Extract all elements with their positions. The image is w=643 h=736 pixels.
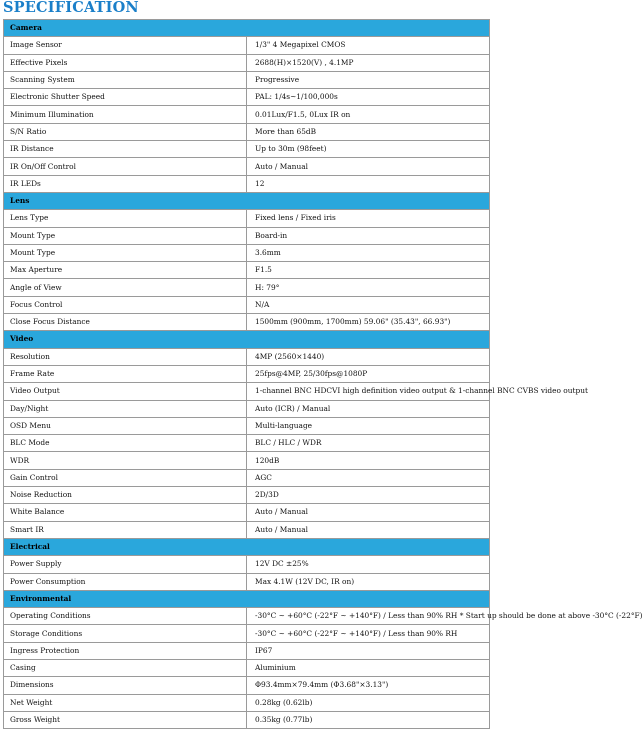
spec-value: Auto / Manual (247, 521, 490, 538)
spec-label: Scanning System (4, 71, 247, 88)
spec-value: Progressive (247, 71, 490, 88)
spec-value: 3.6mm (247, 244, 490, 261)
spec-label: Net Weight (4, 694, 247, 711)
spec-row (4, 123, 490, 140)
spec-label: S/N Ratio (4, 123, 247, 140)
spec-label: Gain Control (4, 469, 247, 486)
spec-label: Operating Conditions (4, 608, 247, 625)
spec-label: Noise Reduction (4, 487, 247, 504)
spec-value: BLC / HLC / WDR (247, 435, 490, 452)
spec-label: Video Output (4, 383, 247, 400)
section-title: Environmental (4, 590, 490, 607)
spec-label: Image Sensor (4, 37, 247, 54)
spec-value: F1.5 (247, 262, 490, 279)
spec-value: Fixed lens / Fixed iris (247, 210, 490, 227)
spec-value: Max 4.1W (12V DC, IR on) (247, 573, 490, 590)
spec-row (4, 556, 490, 573)
spec-value: 1500mm (900mm, 1700mm) 59.06" (35.43", 66.93") (247, 314, 490, 331)
spec-value: 0.28kg (0.62lb) (247, 694, 490, 711)
spec-value: 2D/3D (247, 487, 490, 504)
spec-row (4, 262, 490, 279)
page-title: SPECIFICATION (3, 0, 139, 16)
spec-label: Max Aperture (4, 262, 247, 279)
section-title: Electrical (4, 538, 490, 555)
spec-row (4, 694, 490, 711)
spec-row (4, 435, 490, 452)
spec-row (4, 365, 490, 382)
spec-value: 1/3" 4 Megapixel CMOS (247, 37, 490, 54)
spec-label: Frame Rate (4, 365, 247, 382)
spec-row (4, 106, 490, 123)
spec-label: Angle of View (4, 279, 247, 296)
spec-label: Minimum Illumination (4, 106, 247, 123)
spec-value: 0.35kg (0.77lb) (247, 711, 490, 728)
spec-label: Electronic Shutter Speed (4, 89, 247, 106)
spec-value: Multi-language (247, 417, 490, 434)
spec-row (4, 348, 490, 365)
spec-value: 2688(H)×1520(V) , 4.1MP (247, 54, 490, 71)
spec-row (4, 383, 490, 400)
spec-label: Smart IR (4, 521, 247, 538)
spec-label: Storage Conditions (4, 625, 247, 642)
spec-row (4, 711, 490, 728)
spec-row (4, 71, 490, 88)
spec-row (4, 417, 490, 434)
spec-value: Φ93.4mm×79.4mm (Φ3.68"×3.13") (247, 677, 490, 694)
spec-value: AGC (247, 469, 490, 486)
spec-label: BLC Mode (4, 435, 247, 452)
spec-row (4, 677, 490, 694)
spec-value: 4MP (2560×1440) (247, 348, 490, 365)
spec-value: 12V DC ±25% (247, 556, 490, 573)
section-title: Video (4, 331, 490, 348)
spec-row (4, 37, 490, 54)
spec-row (4, 452, 490, 469)
spec-value: Auto (ICR) / Manual (247, 400, 490, 417)
section-header (4, 590, 490, 607)
spec-label: IR On/Off Control (4, 158, 247, 175)
spec-row (4, 521, 490, 538)
spec-label: Power Consumption (4, 573, 247, 590)
spec-row (4, 487, 490, 504)
section-title: Camera (4, 20, 490, 37)
spec-label: OSD Menu (4, 417, 247, 434)
spec-row (4, 175, 490, 192)
spec-label: IR Distance (4, 141, 247, 158)
spec-label: White Balance (4, 504, 247, 521)
section-header (4, 331, 490, 348)
spec-value: 25fps@4MP, 25/30fps@1080P (247, 365, 490, 382)
spec-value: Up to 30m (98feet) (247, 141, 490, 158)
spec-row (4, 504, 490, 521)
spec-value: N/A (247, 296, 490, 313)
spec-value: PAL: 1/4s~1/100,000s (247, 89, 490, 106)
spec-label: Close Focus Distance (4, 314, 247, 331)
spec-label: Dimensions (4, 677, 247, 694)
spec-row (4, 314, 490, 331)
spec-row (4, 244, 490, 261)
spec-label: Gross Weight (4, 711, 247, 728)
spec-value: 12 (247, 175, 490, 192)
spec-value: -30°C ~ +60°C (-22°F ~ +140°F) / Less than 90% RH * Start up should be done at above -30°C (-22°F) (247, 608, 490, 625)
spec-row (4, 608, 490, 625)
spec-row (4, 158, 490, 175)
spec-row (4, 469, 490, 486)
spec-row (4, 54, 490, 71)
spec-value: 120dB (247, 452, 490, 469)
spec-label: Ingress Protection (4, 642, 247, 659)
spec-row (4, 227, 490, 244)
spec-value: More than 65dB (247, 123, 490, 140)
spec-value: 1-channel BNC HDCVI high definition video output & 1-channel BNC CVBS video output (247, 383, 490, 400)
spec-value: IP67 (247, 642, 490, 659)
spec-label: Power Supply (4, 556, 247, 573)
spec-label: Resolution (4, 348, 247, 365)
spec-row (4, 141, 490, 158)
spec-value: Board-in (247, 227, 490, 244)
spec-value: 0.01Lux/F1.5, 0Lux IR on (247, 106, 490, 123)
section-header (4, 20, 490, 37)
spec-row (4, 625, 490, 642)
spec-row (4, 279, 490, 296)
spec-value: H: 79° (247, 279, 490, 296)
spec-row (4, 573, 490, 590)
spec-value: Aluminium (247, 659, 490, 676)
spec-label: WDR (4, 452, 247, 469)
spec-label: Lens Type (4, 210, 247, 227)
spec-label: Focus Control (4, 296, 247, 313)
spec-label: IR LEDs (4, 175, 247, 192)
section-title: Lens (4, 192, 490, 209)
spec-value: Auto / Manual (247, 158, 490, 175)
spec-label: Mount Type (4, 244, 247, 261)
spec-value: Auto / Manual (247, 504, 490, 521)
spec-label: Casing (4, 659, 247, 676)
section-header (4, 192, 490, 209)
spec-row (4, 210, 490, 227)
spec-label: Effective Pixels (4, 54, 247, 71)
spec-row (4, 400, 490, 417)
spec-row (4, 642, 490, 659)
specification-table (3, 19, 643, 729)
spec-row (4, 296, 490, 313)
spec-label: Mount Type (4, 227, 247, 244)
section-header (4, 538, 490, 555)
spec-value: -30°C ~ +60°C (-22°F ~ +140°F) / Less than 90% RH (247, 625, 490, 642)
spec-label: Day/Night (4, 400, 247, 417)
spec-row (4, 89, 490, 106)
spec-row (4, 659, 490, 676)
